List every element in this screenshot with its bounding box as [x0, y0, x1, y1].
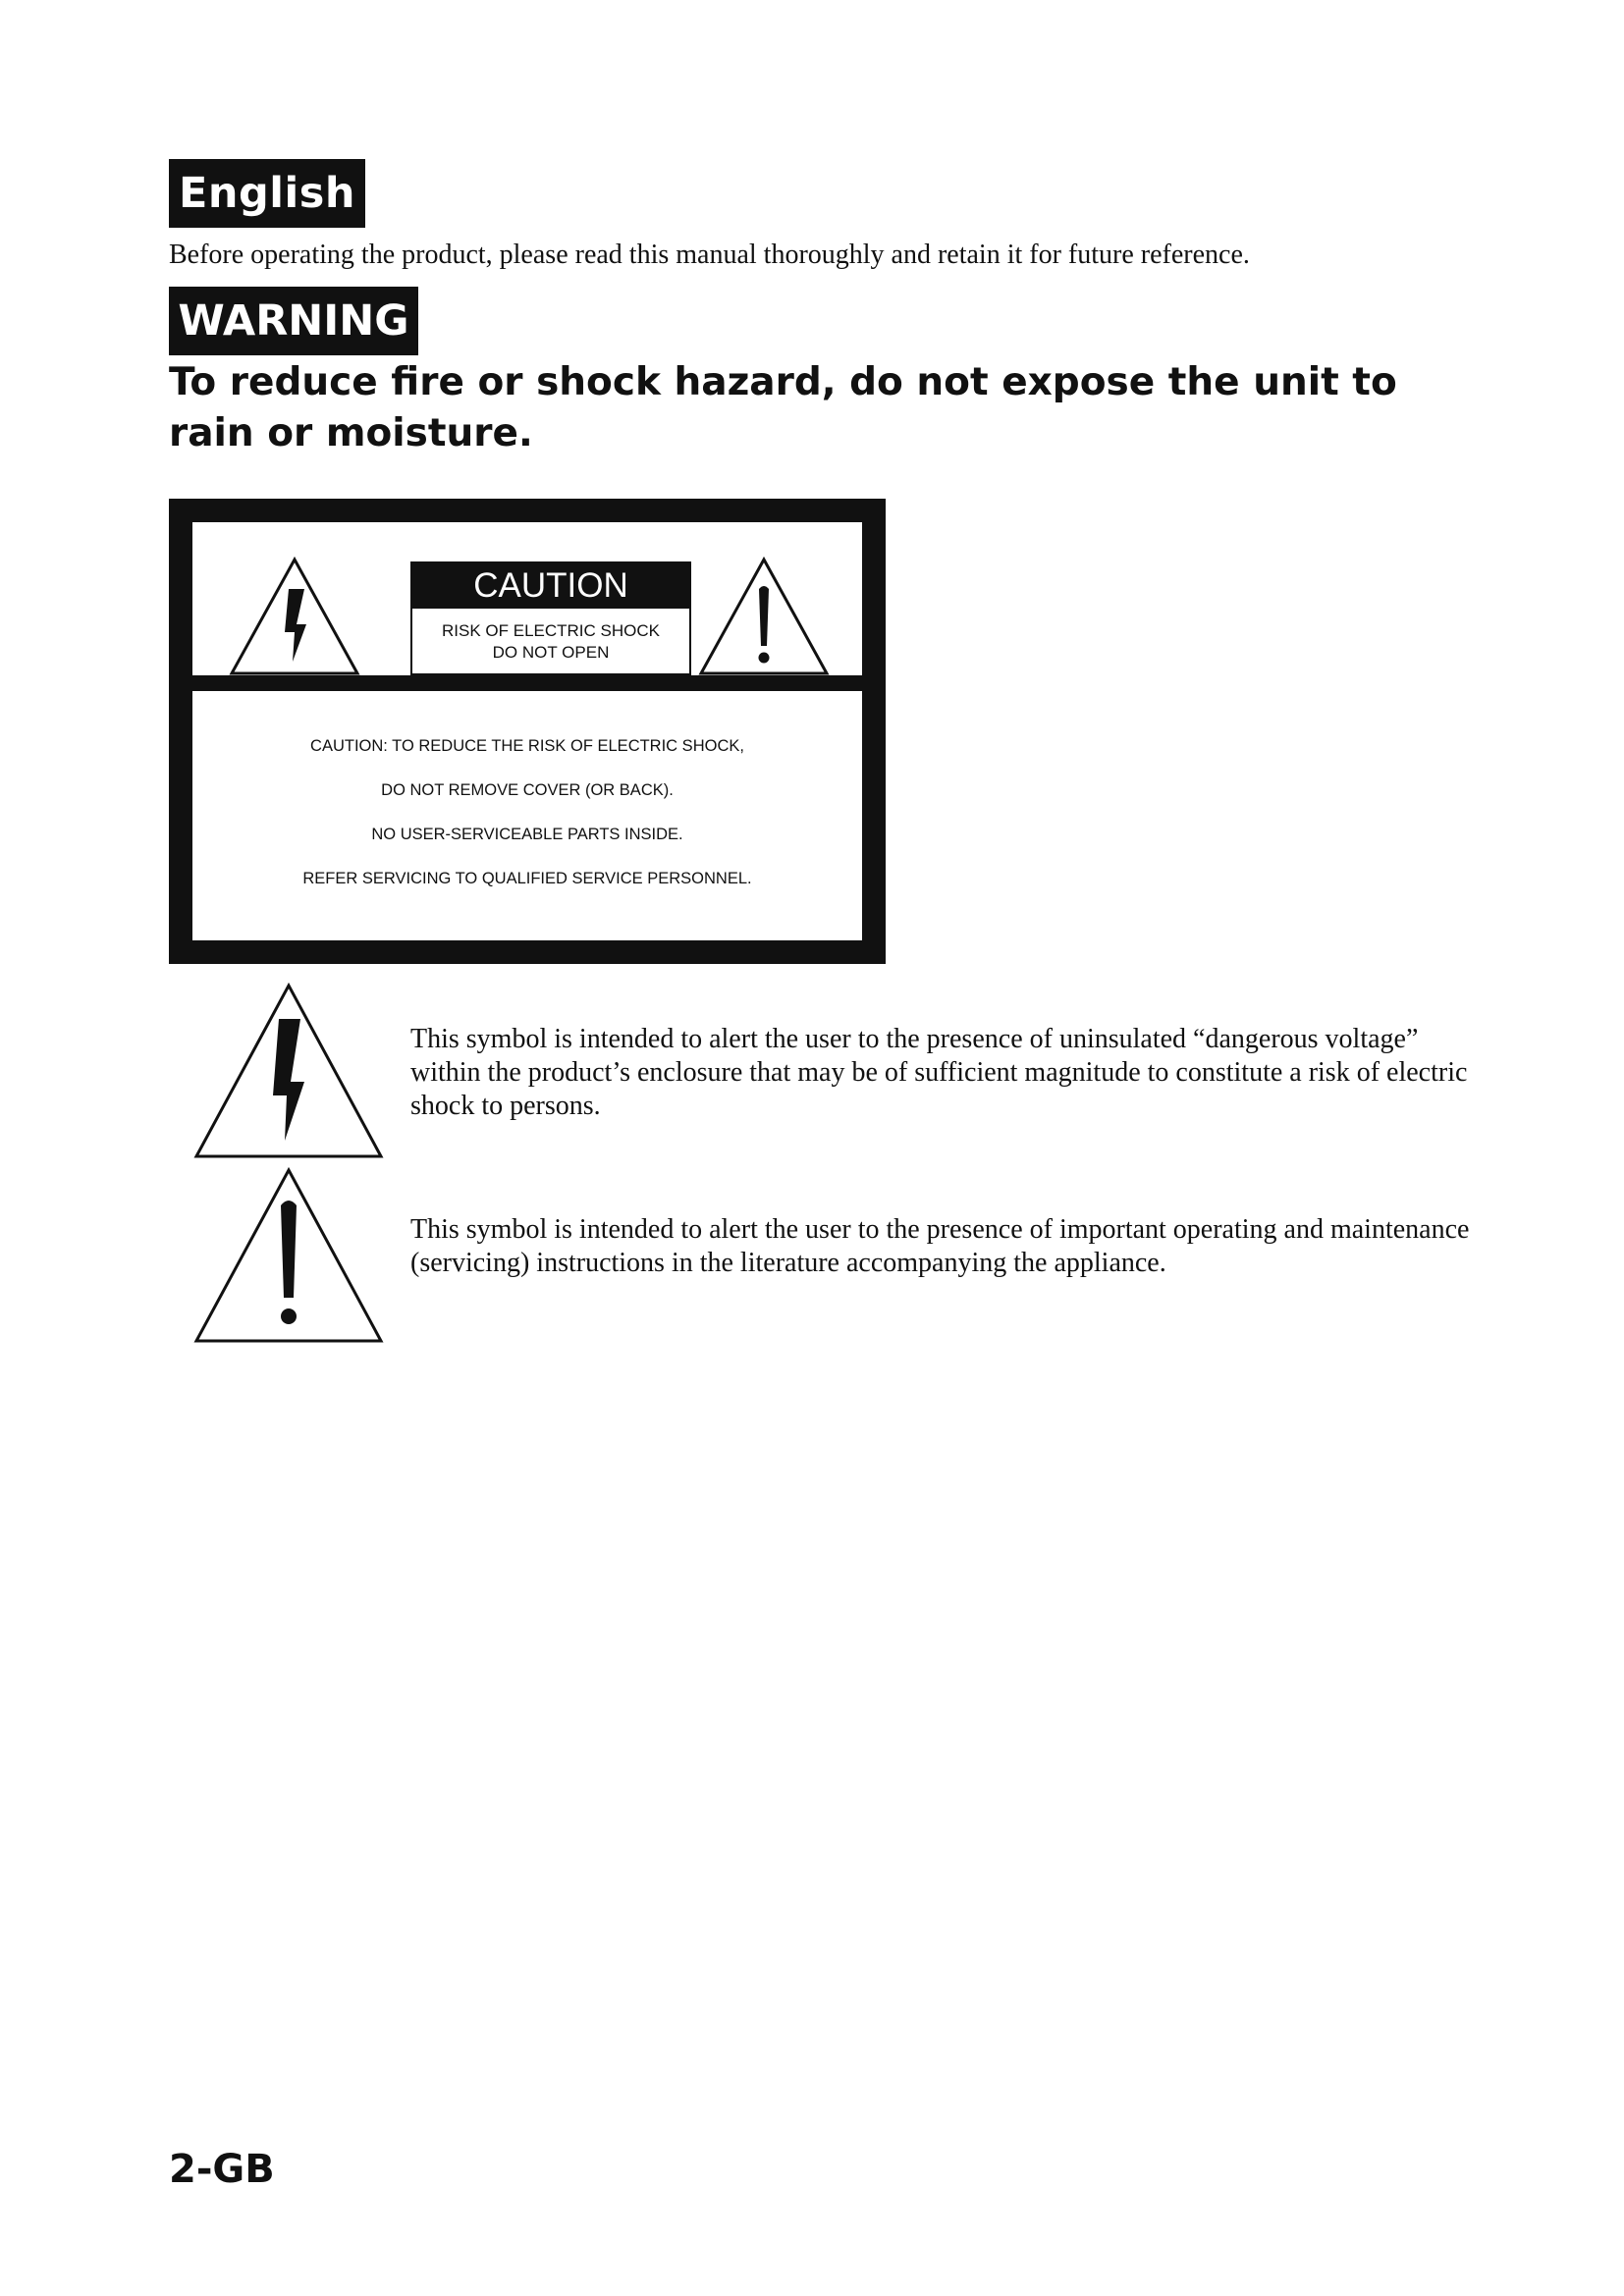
- warning-headline: To reduce fire or shock hazard, do not expose the unit to rain or moisture.: [169, 360, 1397, 455]
- caution-label: [169, 499, 886, 964]
- exclamation-triangle-icon: [192, 1166, 385, 1345]
- intro-text: Before operating the product, please read this manual thoroughly and retain it for future reference.: [169, 240, 1250, 270]
- caution-text-line: REFER SERVICING TO QUALIFIED SERVICE PERSONNEL.: [302, 870, 752, 887]
- caution-subtitle: [412, 609, 689, 664]
- warning-badge: WARNING: [169, 287, 418, 355]
- caution-label-top-panel: [192, 522, 862, 675]
- lightning-triangle-icon: [228, 556, 361, 677]
- caution-subtitle-line: RISK OF ELECTRIC SHOCK: [442, 621, 660, 640]
- caution-label-bottom-panel: [192, 691, 862, 940]
- caution-subtitle-line: DO NOT OPEN: [492, 643, 610, 662]
- symbol-description: This symbol is intended to alert the user to the presence of uninsulated “dangerous voltage” within the product’s enclosure that may be of sufficient magnitude to constitute a risk of electric shock to persons.: [410, 1024, 1468, 1121]
- exclamation-triangle-icon: [697, 556, 831, 677]
- caution-plate: [410, 561, 691, 675]
- page-number: 2-GB: [169, 2147, 275, 2192]
- caution-title: CAUTION: [412, 563, 689, 609]
- caution-text-line: CAUTION: TO REDUCE THE RISK OF ELECTRIC SHOCK,: [310, 737, 744, 755]
- language-badge: English: [169, 159, 365, 228]
- lightning-triangle-icon: [192, 982, 385, 1160]
- caution-text-line: NO USER-SERVICEABLE PARTS INSIDE.: [371, 826, 683, 843]
- symbol-description: This symbol is intended to alert the user to the presence of important operating and maintenance (servicing) instructions in the literature accompanying the appliance.: [410, 1214, 1470, 1278]
- caution-text-block: [192, 724, 862, 901]
- caution-text-line: DO NOT REMOVE COVER (OR BACK).: [381, 781, 674, 799]
